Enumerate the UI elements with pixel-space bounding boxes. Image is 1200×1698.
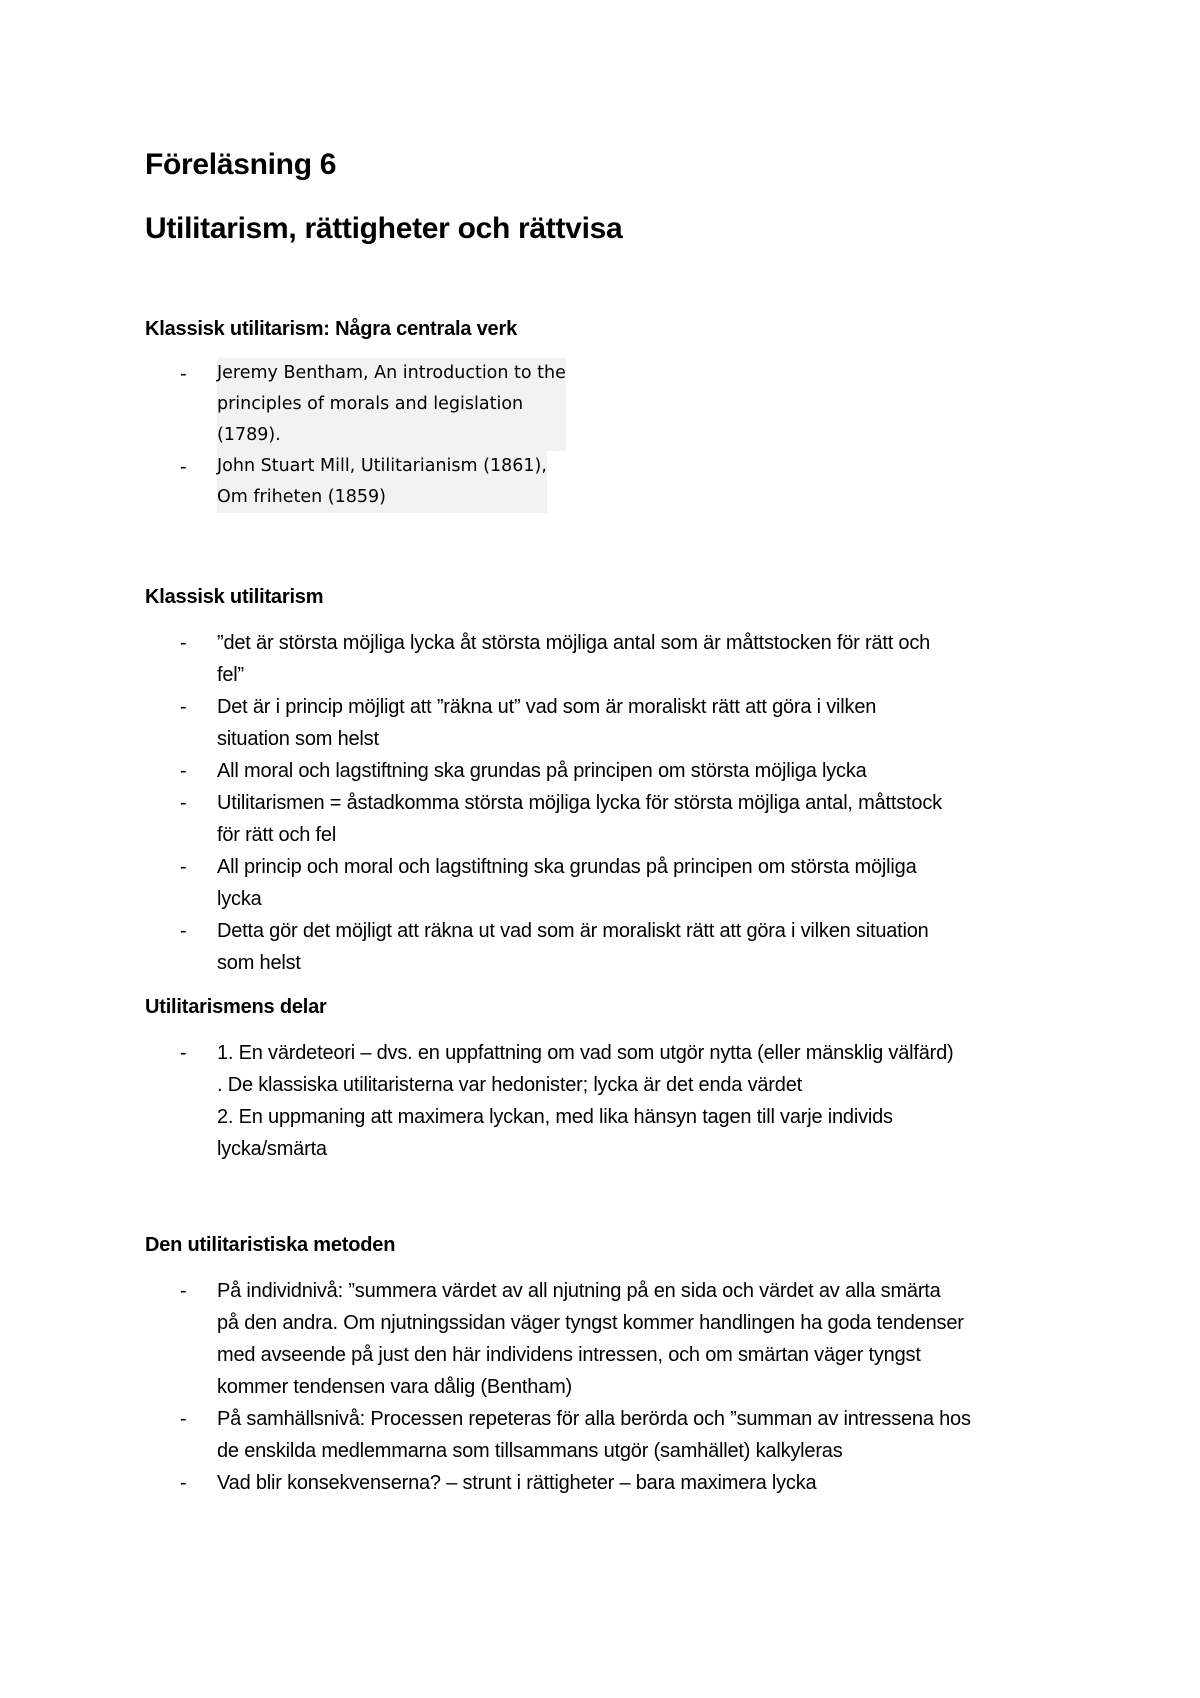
- list-item: [145, 627, 1100, 691]
- list-item: [145, 851, 1100, 915]
- text-line: Vad blir konsekvenserna? – strunt i rättigheter – bara maximera lycka: [217, 1472, 817, 1494]
- list-item: [145, 787, 1100, 851]
- text-line: All moral och lagstiftning ska grundas på principen om största möjliga lycka: [217, 760, 867, 782]
- text-line: lycka/smärta: [217, 1138, 327, 1160]
- text-line: på den andra. Om njutningssidan väger tyngst kommer handlingen ha goda tendenser: [217, 1312, 964, 1334]
- list-item: [145, 1403, 1100, 1467]
- bullet-dash: -: [180, 920, 187, 942]
- highlighted-text: [217, 451, 547, 513]
- text-line: John Stuart Mill, Utilitarianism (1861),: [217, 456, 547, 476]
- bullet-list: [145, 1037, 1100, 1165]
- bullet-dash: -: [180, 363, 187, 385]
- text-line: På individnivå: ”summera värdet av all njutning på en sida och värdet av alla smärta: [217, 1280, 941, 1302]
- text-line: principles of morals and legislation: [217, 394, 524, 414]
- text-line: 1. En värdeteori – dvs. en uppfattning om vad som utgör nytta (eller mänsklig välfärd): [217, 1042, 954, 1064]
- text-line: med avseende på just den här individens intressen, och om smärtan väger tyngst: [217, 1344, 921, 1366]
- bullet-dash: -: [180, 1042, 187, 1064]
- bullet-dash: -: [180, 856, 187, 878]
- list-item: [145, 915, 1100, 979]
- section-heading: Den utilitaristiska metoden: [145, 1234, 396, 1256]
- bullet-dash: -: [180, 696, 187, 718]
- highlighted-text: [217, 358, 566, 451]
- text-line: för rätt och fel: [217, 824, 337, 846]
- section-heading: Utilitarismens delar: [145, 996, 327, 1018]
- bullet-list: [145, 627, 1100, 979]
- text-line: (1789).: [217, 425, 281, 445]
- list-item: [145, 691, 1100, 755]
- text-line: fel”: [217, 664, 244, 686]
- page-subtitle: Utilitarism, rättigheter och rättvisa: [145, 212, 623, 245]
- section-heading: Klassisk utilitarism: [145, 586, 324, 608]
- text-line: Jeremy Bentham, An introduction to the: [217, 363, 566, 383]
- list-item: [145, 451, 1100, 513]
- section-parts-of-utilitarianism: [145, 993, 1100, 1165]
- text-line: lycka: [217, 888, 262, 910]
- text-line: Om friheten (1859): [217, 487, 386, 507]
- bullet-dash: -: [180, 792, 187, 814]
- bullet-dash: -: [180, 632, 187, 654]
- text-line: ”det är största möjliga lycka åt största möjliga antal som är måttstocken för rätt och: [217, 632, 931, 654]
- text-line: Utilitarismen = åstadkomma största möjliga lycka för största möjliga antal, måttstock: [217, 792, 942, 814]
- text-line: som helst: [217, 952, 301, 974]
- bullet-dash: -: [180, 1408, 187, 1430]
- text-line: 2. En uppmaning att maximera lyckan, med lika hänsyn tagen till varje individs: [217, 1106, 893, 1128]
- list-item: [145, 1467, 1100, 1499]
- section-utilitarian-method: [145, 1231, 1100, 1499]
- bullet-dash: -: [180, 1280, 187, 1302]
- page-title: Föreläsning 6: [145, 148, 337, 181]
- list-item: [145, 1037, 1100, 1165]
- text-line: På samhällsnivå: Processen repeteras för alla berörda och ”summan av intressena hos: [217, 1408, 971, 1430]
- list-item: [145, 755, 1100, 787]
- list-item: [145, 358, 1100, 451]
- text-line: All princip och moral och lagstiftning ska grundas på principen om största möjliga: [217, 856, 917, 878]
- section-heading: Klassisk utilitarism: Några centrala verk: [145, 318, 517, 340]
- bullet-list: [145, 358, 1100, 513]
- bullet-dash: -: [180, 456, 187, 478]
- text-line: kommer tendensen vara dålig (Bentham): [217, 1376, 573, 1398]
- bullet-dash: -: [180, 1472, 187, 1494]
- bullet-dash: -: [180, 760, 187, 782]
- text-line: . De klassiska utilitaristerna var hedonister; lycka är det enda värdet: [217, 1074, 802, 1096]
- list-item: [145, 1275, 1100, 1403]
- text-line: de enskilda medlemmarna som tillsammans utgör (samhället) kalkyleras: [217, 1440, 843, 1462]
- text-line: Det är i princip möjligt att ”räkna ut” vad som är moraliskt rätt att göra i vilken: [217, 696, 877, 718]
- section-classical-utilitarianism: [145, 583, 1100, 979]
- text-line: Detta gör det möjligt att räkna ut vad som är moraliskt rätt att göra i vilken situation: [217, 920, 929, 942]
- text-line: situation som helst: [217, 728, 379, 750]
- bullet-list: [145, 1275, 1100, 1499]
- section-central-works: [145, 315, 1100, 513]
